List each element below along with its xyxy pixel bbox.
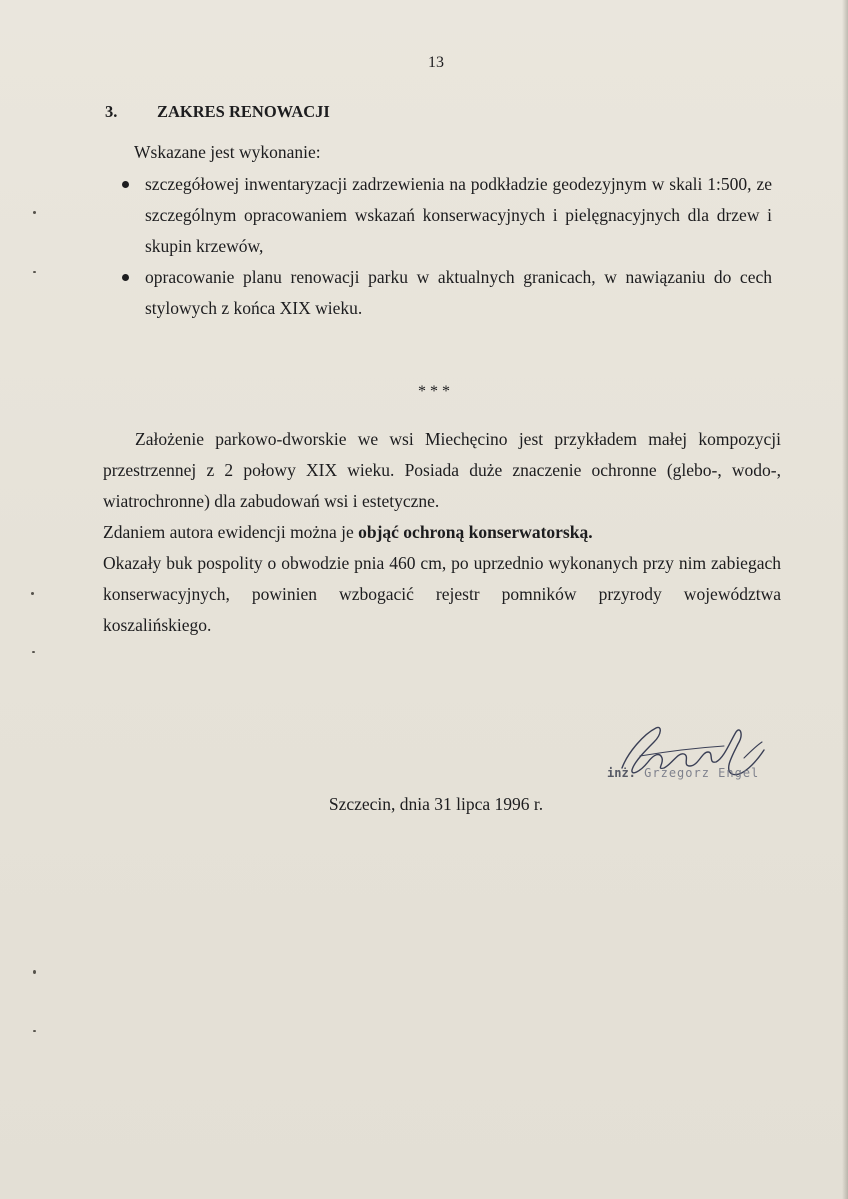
name-stamp [607,758,759,789]
scan-speck [33,1030,36,1032]
list-item-text: opracowanie planu renowacji parku w aktualnych granicach, w nawiązaniu do cech stylowych z końca XIX wieku. [145,267,772,318]
list-item [120,169,772,262]
paragraph-protection [103,517,781,548]
section-number: 3. [105,102,118,121]
scan-speck [33,970,36,974]
scan-speck [31,592,34,595]
list-item [120,262,772,324]
page-edge-shadow [842,0,848,1199]
recommendation-list [120,169,772,324]
section-title: ZAKRES RENOWACJI [157,102,330,121]
conclusion-text [103,424,781,641]
page-number: 13 [428,54,444,71]
stamp-prefix: inż. [607,766,636,780]
protection-text: Zdaniem autora ewidencji można je [103,522,359,542]
bullet-icon [122,274,129,281]
stamp-name: Grzegorz Engel [644,766,760,780]
paragraph-park-description: Założenie parkowo-dworskie we wsi Miechęcino jest przykładem małej kompozycji przestrzennej z 2 połowy XIX wieku. Posiada duże znaczenie ochronne (glebo-, wodo-, wiatrochronne) dla zabudowań wsi i estetyczne. [103,429,781,511]
protection-emphasis: objąć ochroną konserwatorską. [358,522,593,542]
scan-speck [32,651,35,653]
scan-speck [33,211,36,214]
paragraph-beech-tree: Okazały buk pospolity o obwodzie pnia 460 cm, po uprzednio wykonanych przy nim zabiegach konserwacyjnych, powinien wzbogacić rejestr pomników przyrody województwa koszalińskiego. [103,553,781,635]
list-item-text: szczegółowej inwentaryzacji zadrzewienia na podkładzie geodezyjnym w skali 1:500, ze szczególnym opracowaniem wskazań konserwacyjnych i pielęgnacyjnych dla drzew i skupin krzewów, [145,174,772,256]
intro-line: Wskazane jest wykonanie: [134,142,321,162]
section-heading [105,96,330,127]
section-separator: *** [418,383,454,400]
scan-speck [33,271,36,273]
place-and-date: Szczecin, dnia 31 lipca 1996 r. [328,794,544,814]
bullet-icon [122,181,129,188]
